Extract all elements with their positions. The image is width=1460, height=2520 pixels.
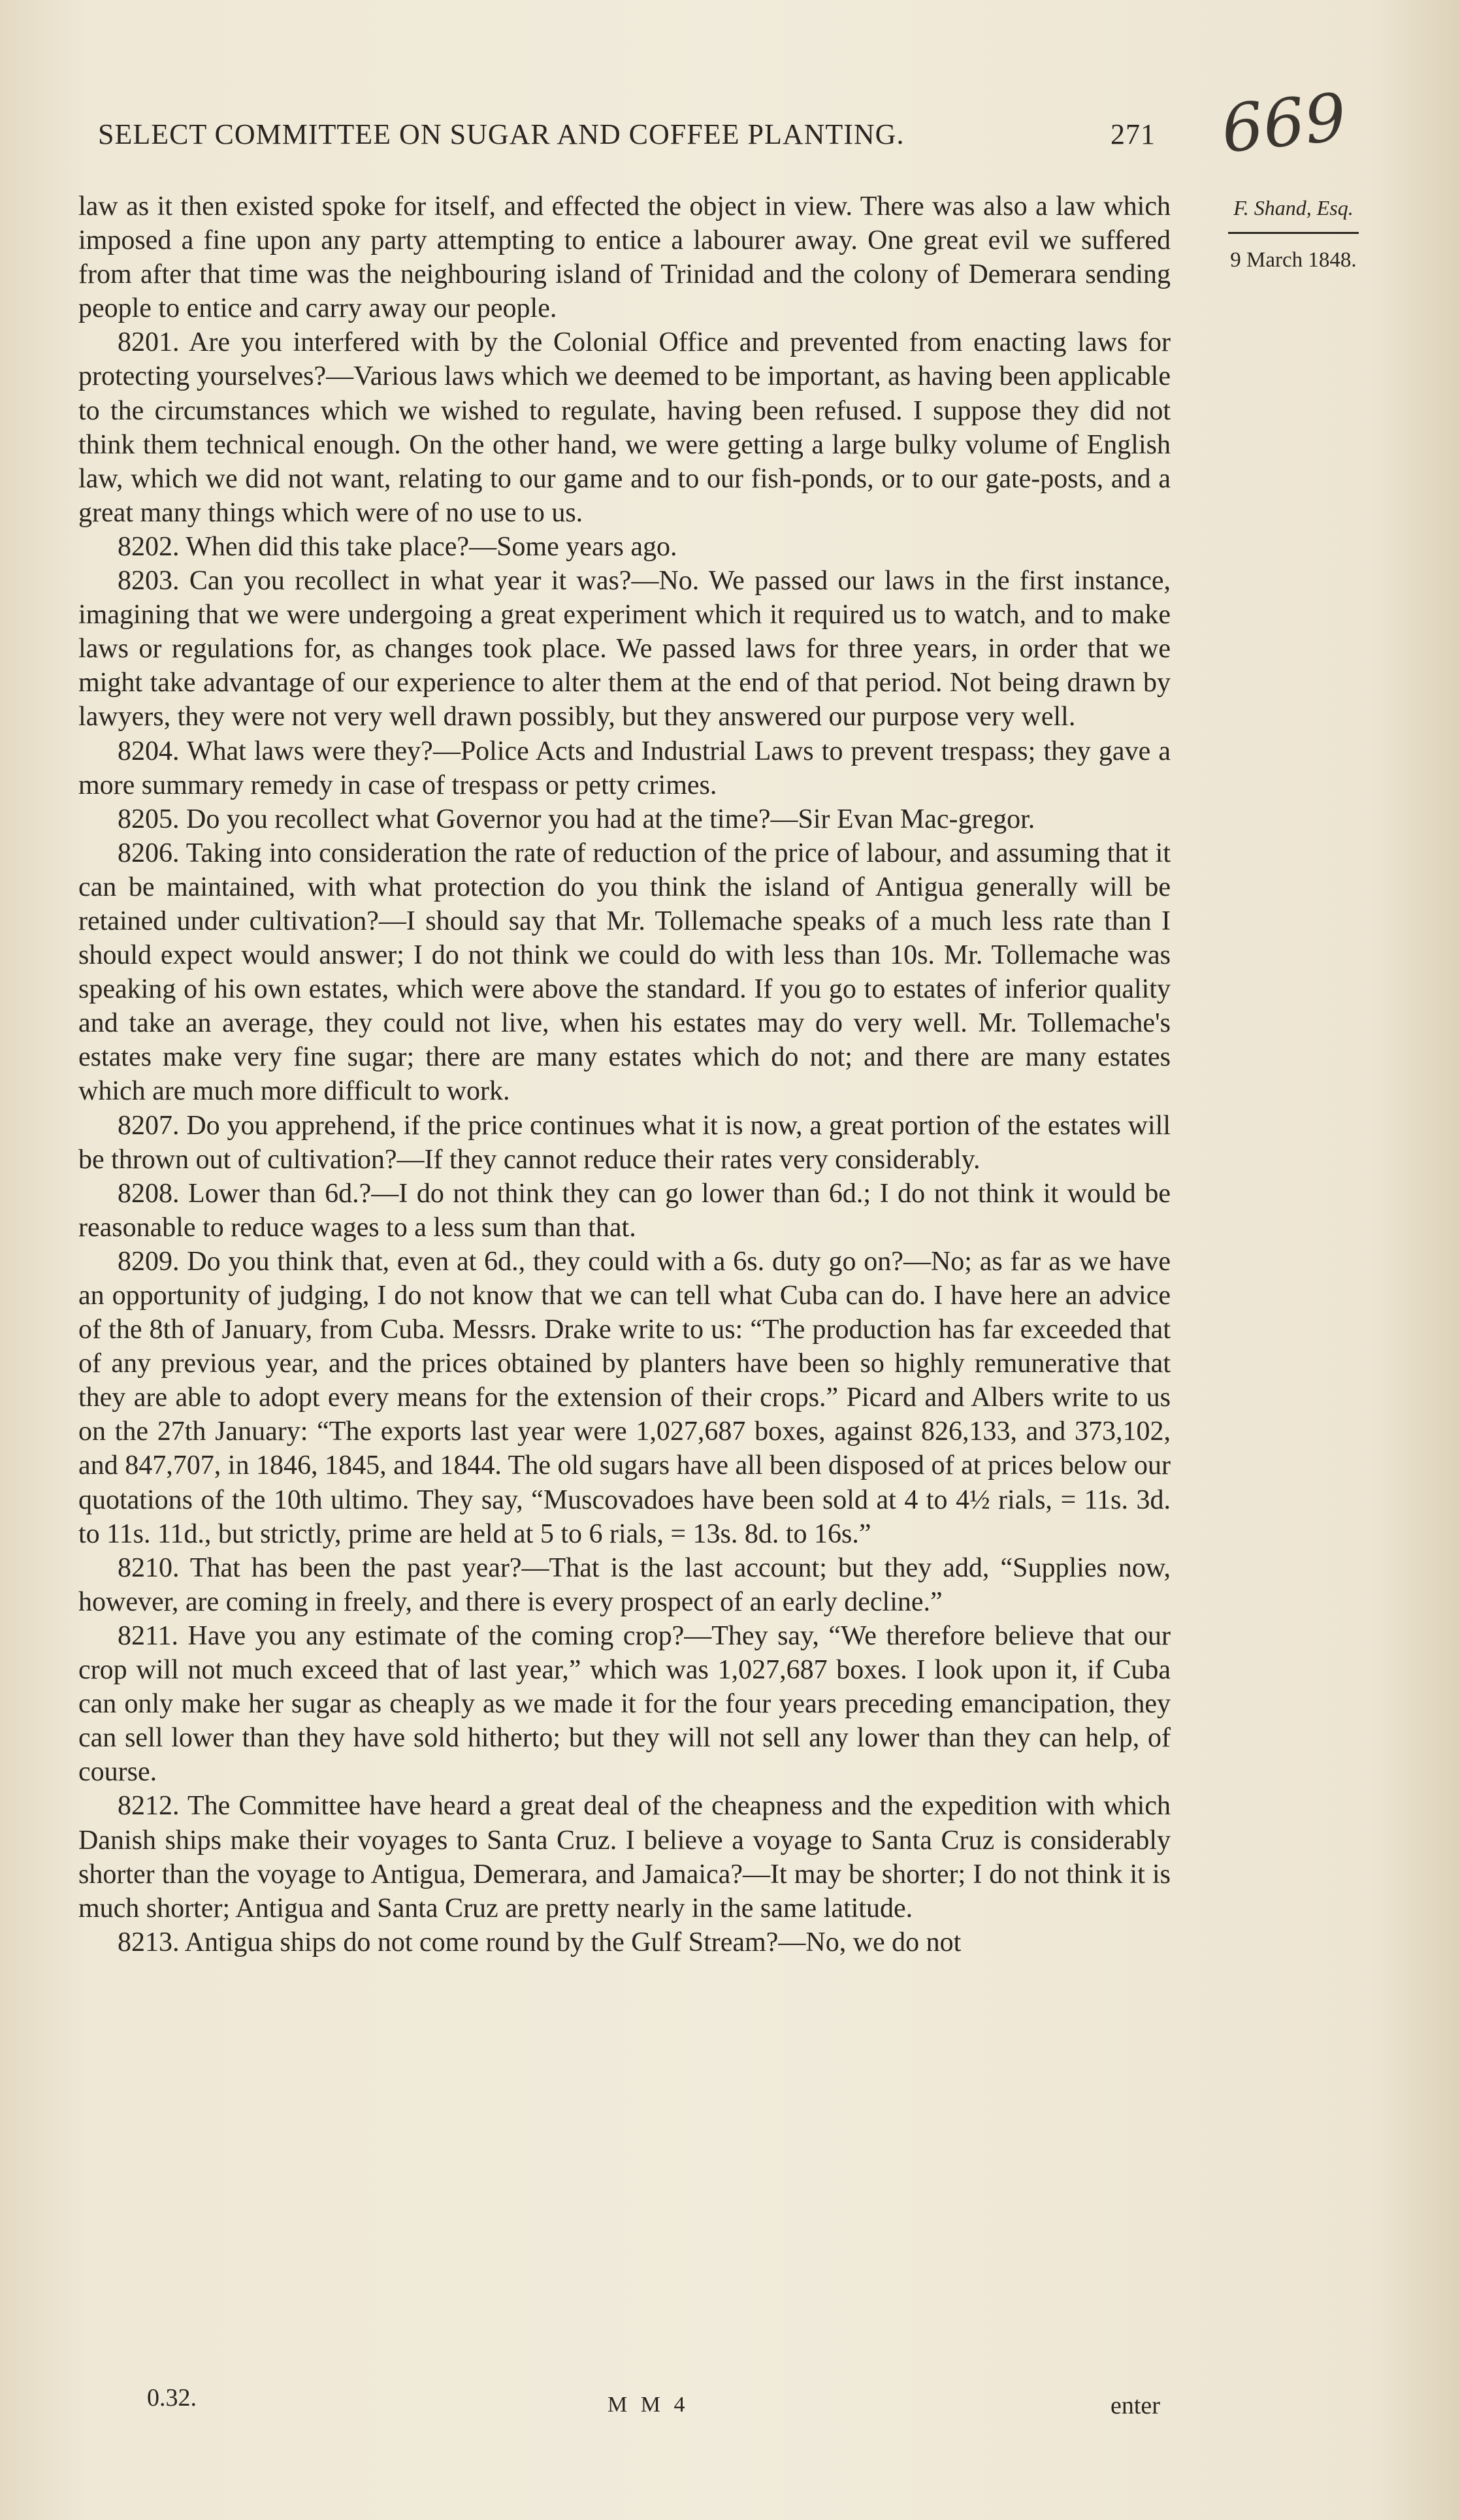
paragraph: 8207. Do you apprehend, if the price continues what it is now, a great portion of the estates will be thrown out of cultivation?—If they cannot reduce their rates very considerably. xyxy=(78,1110,1171,1175)
running-header xyxy=(98,118,1176,151)
catchword: enter xyxy=(1111,2392,1160,2419)
paragraph: 8212. The Committee have heard a great deal of the cheapness and the expedition with which Danish ships make their voyages to Santa Cruz. I believe a voyage to Santa Cruz is considerably shorter than the voyage to Antigua, Demerara, and Jamaica?—It may be shorter; I do not think it is much shorter; Antigua and Santa Cruz are pretty nearly in the same latitude. xyxy=(78,1791,1171,1923)
hearing-date: 9 March 1848. xyxy=(1230,248,1357,272)
paragraph: 8205. Do you recollect what Governor you had at the time?—Sir Evan Mac-gregor. xyxy=(118,804,1035,834)
paragraph: 8211. Have you any estimate of the coming crop?—They say, “We therefore believe that our crop will not much exceed that of last year,” which was 1,027,687 boxes. I look upon it, if Cuba can only make her sugar as cheaply as we made it for the four years preceding emancipation, they can sell lower than they have sold hitherto; but they will not sell any lower than they can help, of course. xyxy=(78,1620,1171,1788)
paragraph: 8209. Do you think that, even at 6d., they could with a 6s. duty go on?—No; as far as we have an opportunity of judging, I do not know that we can tell what Cuba can do. I have here an advice of the 8th of January, from Cuba. Messrs. Drake write to us: “The production has far exceeded that of any previous year, and the prices obtained by planters have been so highly remunerative that they are able to adopt every means for the extension of their crops.” Picard and Albers write to us on the 27th January: “The exports last year were 1,027,687 boxes, against 826,133, and 373,102, and 847,707, in 1846, 1845, and 1844. The old sugars have all been disposed of at prices below our quotations of the 10th ultimo. They say, “Muscovadoes have been sold at 4 to 4½ rials, = 11s. 3d. to 11s. 11d., but strictly, prime are held at 5 to 6 rials, = 13s. 8d. to 16s.” xyxy=(78,1246,1171,1549)
margin-sidenote xyxy=(1195,196,1391,272)
signature-mark: M M 4 xyxy=(608,2393,689,2417)
paragraph: 8208. Lower than 6d.?—I do not think they can go lower than 6d.; I do not think it would be reasonable to reduce wages to a less sum than that. xyxy=(78,1178,1171,1243)
paragraph: 8202. When did this take place?—Some years ago. xyxy=(118,531,677,562)
paragraph: 8201. Are you interfered with by the Colonial Office and prevented from enacting laws for protecting yourselves?—Various laws which we deemed to be important, as having been applicable to the circumstances which we wished to regulate, having been refused. I suppose they did not think them technical enough. On the other hand, we were getting a large bulky volume of English law, which we did not want, relating to our game and to our fish-ponds, or to our gate-posts, and a great many things which were of no use to us. xyxy=(78,327,1171,528)
paragraph: law as it then existed spoke for itself, and effected the object in view. There was also a law which imposed a fine upon any party attempting to entice a labourer away. One great evil we suffered from after that time was the neighbouring island of Trinidad and the colony of Demerara sending people to entice and carry away our people. xyxy=(78,191,1171,324)
header-title: SELECT COMMITTEE ON SUGAR AND COFFEE PLANTING. xyxy=(98,118,905,150)
footer-ref: 0.32. xyxy=(147,2384,197,2412)
paragraph: 8204. What laws were they?—Police Acts and Industrial Laws to prevent trespass; they gave a more summary remedy in case of trespass or petty crimes. xyxy=(78,736,1171,800)
testimony-body xyxy=(78,189,1171,1959)
paragraph: 8210. That has been the past year?—That is the last account; but they add, “Supplies now, however, are coming in freely, and there is every prospect of an early decline.” xyxy=(78,1552,1171,1617)
paragraph: 8213. Antigua ships do not come round by the Gulf Stream?—No, we do not xyxy=(118,1927,962,1957)
paragraph: 8203. Can you recollect in what year it was?—No. We passed our laws in the first instance, imagining that we were undergoing a great experiment which it required us to watch, and to make laws or regulations for, as changes took place. We passed laws for three years, in order that we might take advantage of our experience to alter them at the end of that period. Not being drawn by lawyers, they were not very well drawn possibly, but they answered our purpose very well. xyxy=(78,566,1171,732)
page-number: 271 xyxy=(1111,118,1156,150)
paragraph: 8206. Taking into consideration the rate of reduction of the price of labour, and assuming that it can be maintained, with what protection do you think the island of Antigua generally will be retained under cultivation?—I should say that Mr. Tollemache speaks of a much less rate than I should expect would answer; I do not think we could do with less than 10s. Mr. Tollemache was speaking of his own estates, which were above the standard. If you go to estates of inferior quality and take an average, they could not live, when his estates may do very well. Mr. Tollemache's estates make very fine sugar; there are many estates which do not; and there are many estates which are much more difficult to work. xyxy=(78,838,1171,1107)
sidenote-rule xyxy=(1228,232,1359,234)
witness-name: F. Shand, Esq. xyxy=(1233,196,1354,220)
handwritten-folio: 669 xyxy=(1218,78,1350,168)
